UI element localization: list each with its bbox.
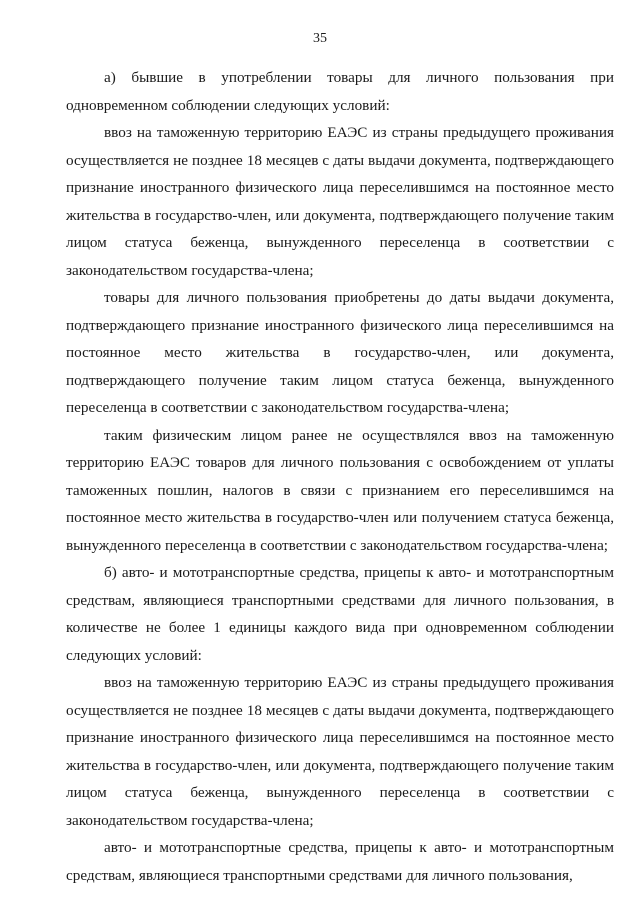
- paragraph-a-item: а) бывшие в употреблении товары для личного пользования при одновременном соблюдении следующих условий:: [66, 69, 614, 114]
- paragraph-condition-no-prior-import: таким физическим лицом ранее не осуществлялся ввоз на таможенную территорию ЕАЭС товаров для личного пользования с освобождением от уплаты таможенных пошлин, налогов в связи с признанием его переселившимся на постоянное место жительства в государство-член или получением статуса беженца, вынужденного переселенца в соответствии с законодательством государства-члена;: [66, 426, 614, 554]
- paragraph-b-condition-vehicles: авто- и мототранспортные средства, прицепы к авто- и мототранспортным средствам, являющиеся транспортными средствами для личного пользования,: [66, 839, 614, 884]
- paragraph-b-item: б) авто- и мототранспортные средства, прицепы к авто- и мототранспортным средствам, являющиеся транспортными средствами для личного пользования, в количестве не более 1 единицы каждого вида при одновременном соблюдении следующих условий:: [66, 564, 614, 664]
- paragraph-condition-acquired-before: товары для личного пользования приобретены до даты выдачи документа, подтверждающего признание иностранного физического лица переселившимся на постоянное место жительства в государство-член, или документа, подтверждающего получение таким лицом статуса беженца, вынужденного переселенца в соответствии с законодательством государства-члена;: [66, 289, 614, 416]
- paragraph-b-condition-import-deadline: ввоз на таможенную территорию ЕАЭС из страны предыдущего проживания осуществляется не позднее 18 месяцев с даты выдачи документа, подтверждающего признание иностранного физического лица переселившимся на постоянное место жительства в государство-член, или документа, подтверждающего получение таким лицом статуса беженца, вынужденного переселенца в соответствии с законодательством государства-члена;: [66, 674, 614, 829]
- page-number: 35: [313, 31, 327, 46]
- document-body: [66, 64, 614, 889]
- paragraph-condition-import-deadline: ввоз на таможенную территорию ЕАЭС из страны предыдущего проживания осуществляется не позднее 18 месяцев с даты выдачи документа, подтверждающего признание иностранного физического лица переселившимся на постоянное место жительства в государство-член, или документа, подтверждающего получение таким лицом статуса беженца, вынужденного переселенца в соответствии с законодательством государства-члена;: [66, 124, 614, 279]
